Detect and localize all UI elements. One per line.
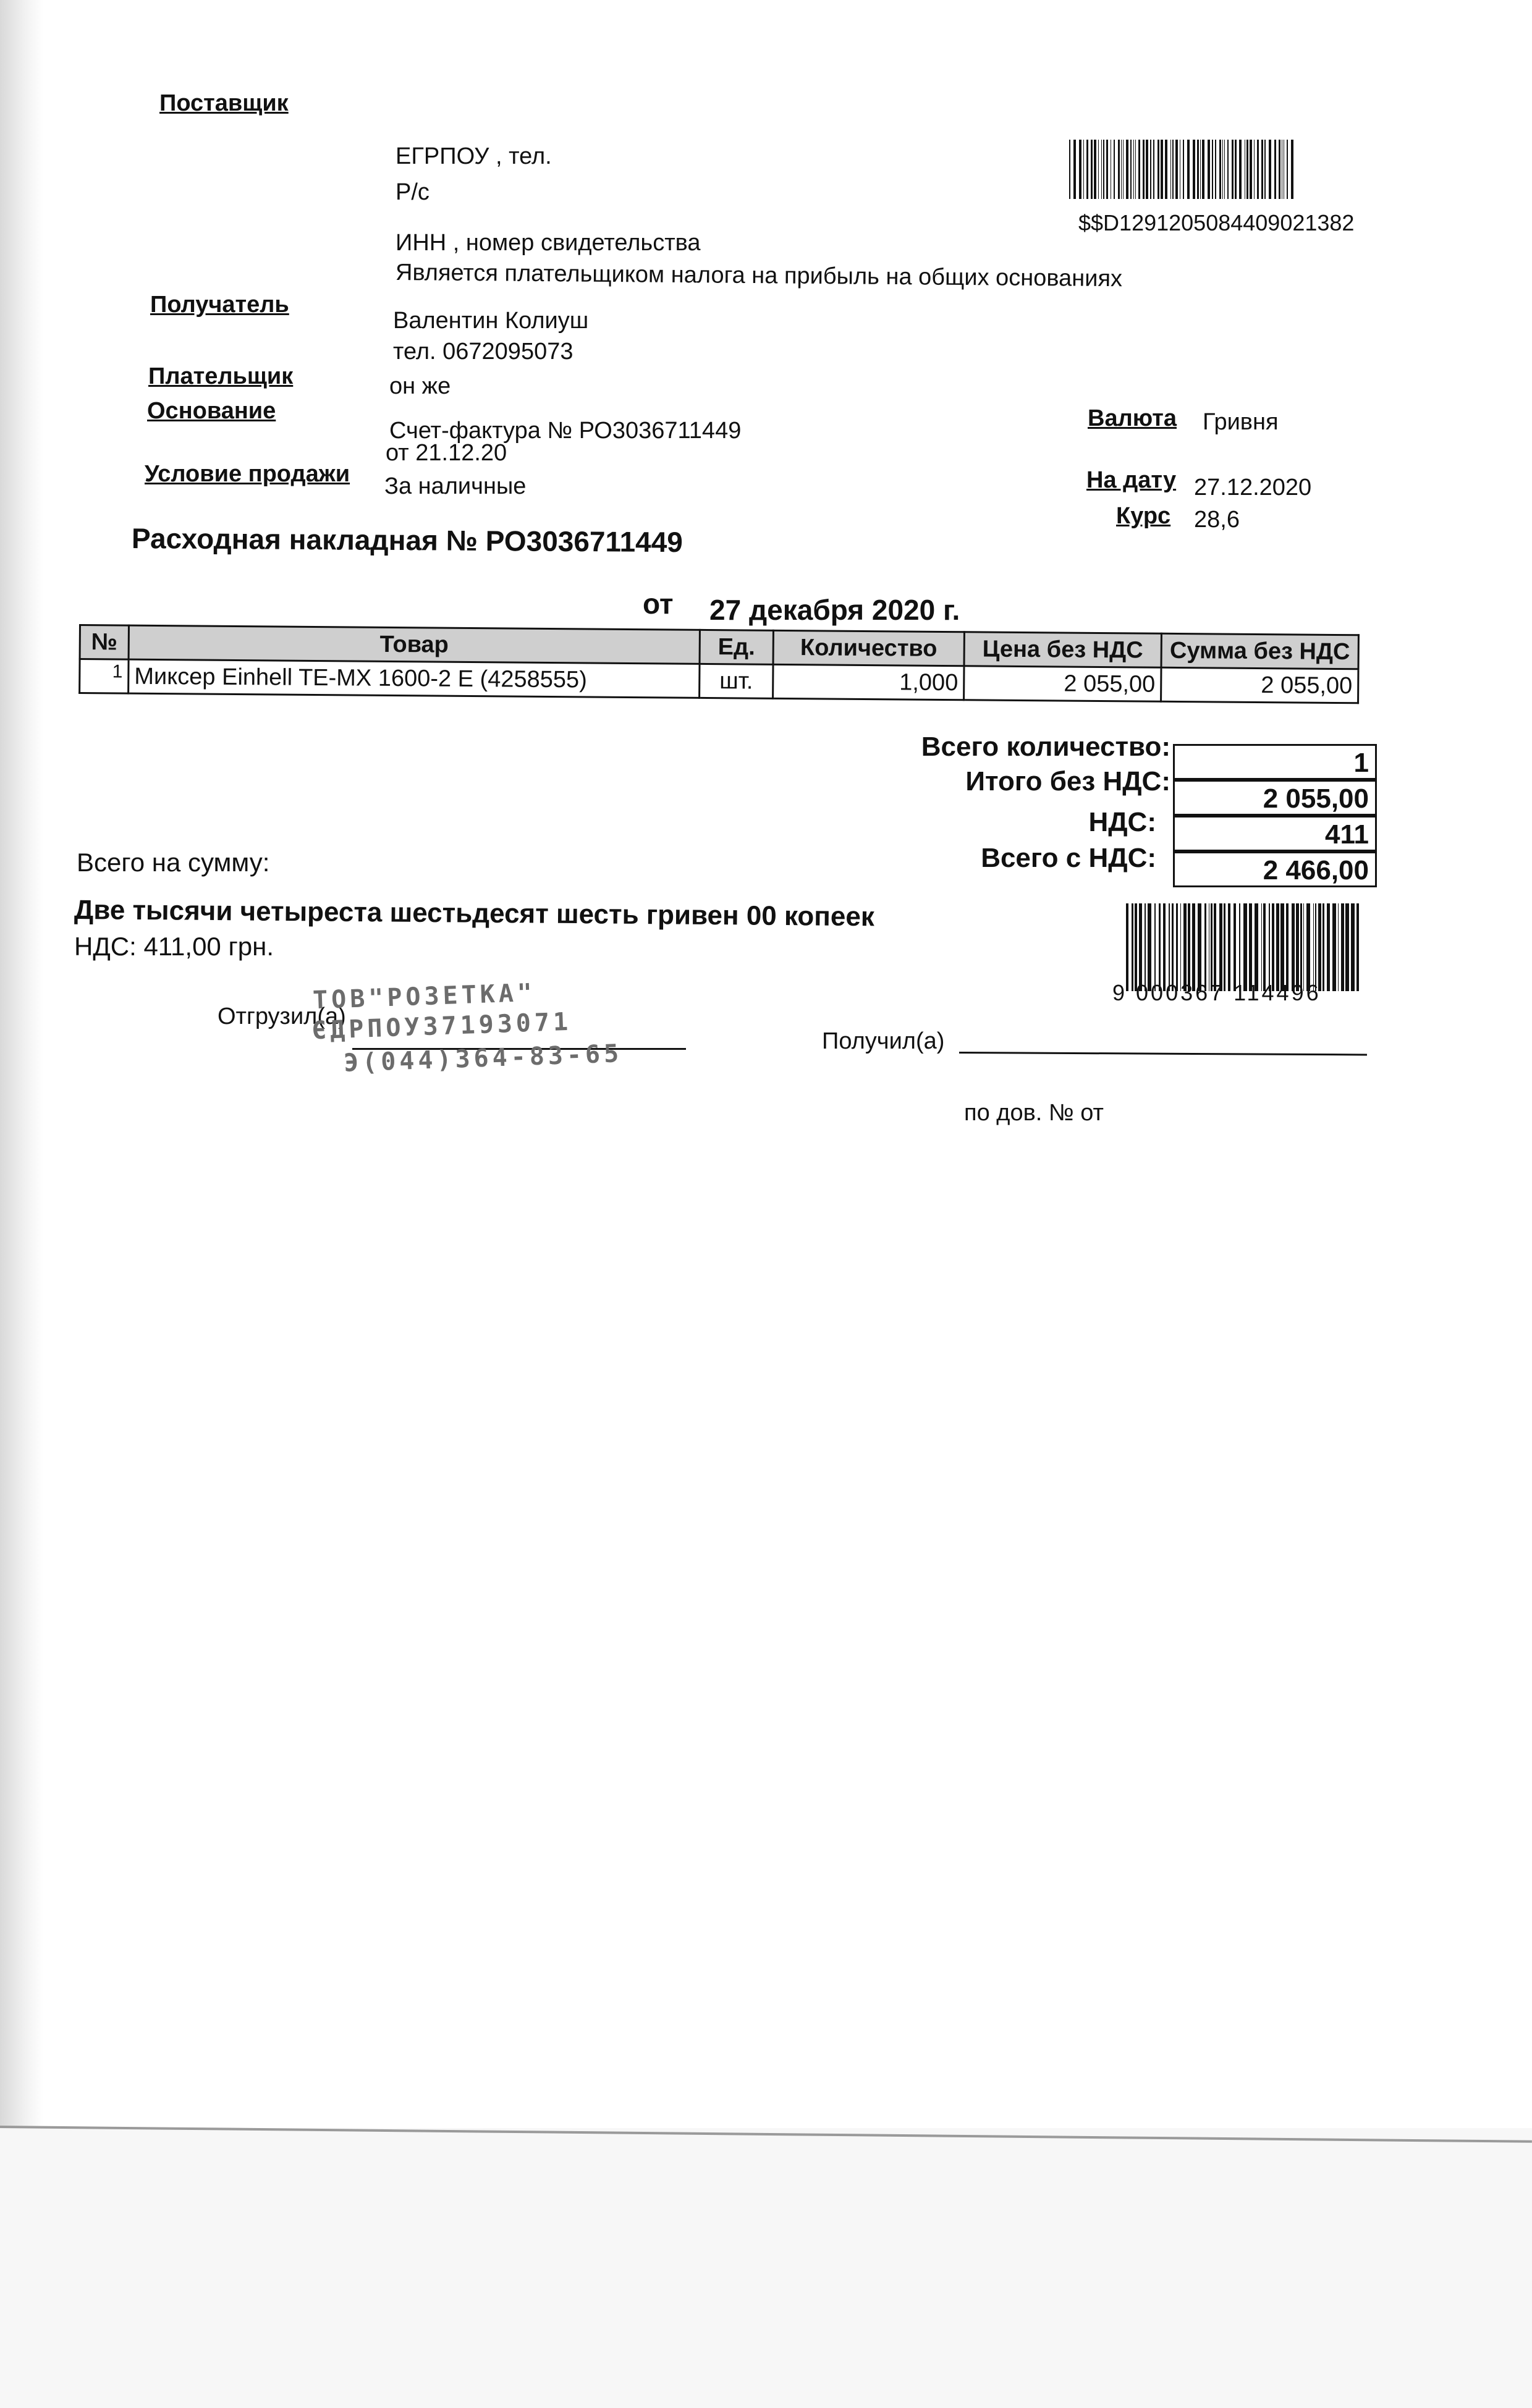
barcode-bar: [1204, 903, 1206, 991]
supplier-egrpou: ЕГРПОУ , тел.: [396, 143, 552, 169]
barcode-bar: [1202, 140, 1204, 199]
barcode-top-code: $$D1291205084409021382: [1078, 210, 1355, 235]
barcode-bar: [1157, 140, 1159, 199]
barcode-bar: [1154, 903, 1156, 991]
barcode-bar: [1341, 903, 1344, 991]
recipient-name: Валентин Колиуш: [393, 308, 589, 334]
col-number-header: №: [80, 625, 129, 660]
barcode-bar: [1118, 140, 1120, 199]
barcode-bar: [1315, 903, 1316, 991]
barcode-bar: [1069, 140, 1070, 199]
barcode-bar: [1212, 140, 1213, 199]
payer-value: он же: [389, 373, 451, 399]
barcode-bar: [1351, 903, 1355, 991]
barcode-bar: [1103, 140, 1104, 199]
barcode-bar: [1169, 903, 1170, 991]
barcode-bar: [1114, 140, 1115, 199]
barcode-bar: [1183, 903, 1187, 991]
scan-under-sheet: [0, 2128, 1532, 2408]
barcode-bar: [1269, 903, 1270, 991]
stamp-phone: Э(044)364-83-65: [343, 1039, 623, 1078]
barcode-bar: [1145, 903, 1146, 991]
barcode-bar: [1183, 140, 1184, 199]
barcode-bar: [1197, 140, 1199, 199]
barcode-bar: [1254, 140, 1255, 199]
barcode-bar: [1250, 140, 1252, 199]
barcode-bar: [1121, 140, 1122, 199]
barcode-bar: [1287, 140, 1288, 199]
supplier-inn: ИНН , номер свидетельства: [396, 230, 701, 256]
col-unit-header: Ед.: [700, 630, 773, 664]
barcode-bar: [1338, 903, 1339, 991]
barcode-bar: [1219, 140, 1221, 199]
barcode-bar: [1274, 140, 1276, 199]
row-sum: 2 055,00: [1161, 667, 1358, 703]
total-net-label: Итого без НДС:: [965, 766, 1170, 796]
stamp-egrpou: ЄДРПОУ37193071: [311, 1007, 572, 1046]
barcode-bar: [1094, 140, 1096, 199]
barcode-bar: [1123, 140, 1124, 199]
payer-label: Плательщик: [148, 363, 294, 389]
barcode-bar: [1222, 140, 1223, 199]
stamp-company: ТОВ"РОЗЕТКА": [312, 978, 536, 1015]
barcode-bar: [1332, 903, 1336, 991]
barcode-bar: [1091, 140, 1093, 199]
total-gross-label: Всего с НДС:: [981, 843, 1156, 873]
barcode-bar: [1146, 140, 1148, 199]
items-table: [78, 624, 1360, 704]
recipient-phone: тел. 0672095073: [393, 339, 573, 365]
barcode-bar: [1291, 140, 1293, 199]
barcode-bar: [1255, 903, 1258, 991]
barcode-bar: [1356, 903, 1359, 991]
row-unit: шт.: [700, 664, 773, 698]
title-date: 27 декабря 2020 г.: [709, 594, 960, 626]
barcode-bar: [1292, 903, 1295, 991]
barcode-bar: [1132, 903, 1133, 991]
total-gross-value: 2 466,00: [1173, 851, 1377, 887]
barcode-bar: [1101, 140, 1102, 199]
barcode-bar: [1138, 140, 1140, 199]
col-qty-header: Количество: [773, 630, 964, 665]
sum-words-label: Всего на сумму:: [77, 848, 270, 877]
barcode-bar: [1296, 903, 1299, 991]
col-sum-header: Сумма без НДС: [1161, 633, 1358, 669]
sale-condition-value: За наличные: [384, 473, 527, 499]
barcode-bar: [1106, 140, 1108, 199]
received-by-label: Получил(а): [822, 1028, 945, 1054]
barcode-bar: [1235, 140, 1237, 199]
supplier-account: Р/с: [396, 179, 430, 205]
barcode-bar: [1193, 140, 1195, 199]
total-vat-label: НДС:: [1088, 807, 1156, 837]
barcode-bottom-code: 9 000367 114496: [1112, 980, 1321, 1005]
on-date-value: 27.12.2020: [1194, 475, 1312, 501]
col-item-header: Товар: [129, 625, 700, 664]
supplier-tax-status: Является плательщиком налога на прибыль на общих основаниях: [395, 260, 1123, 292]
barcode-bar: [1276, 903, 1279, 991]
barcode-bar: [1261, 903, 1262, 991]
basis-date: от 21.12.20: [386, 440, 507, 466]
scan-edge-shadow: [0, 0, 43, 2408]
barcode-bar: [1345, 903, 1349, 991]
barcode-bar: [1187, 140, 1190, 199]
sum-words-vat: НДС: 411,00 грн.: [74, 932, 274, 961]
barcode-bar: [1263, 903, 1266, 991]
sum-words-text: Две тысячи четыреста шестьдесят шесть гривен 00 копеек: [74, 895, 875, 932]
barcode-bar: [1083, 140, 1084, 199]
barcode-bar: [1261, 140, 1263, 199]
barcode-bar: [1208, 140, 1210, 199]
barcode-bar: [1313, 903, 1314, 991]
barcode-bar: [1161, 140, 1163, 199]
barcode-bar: [1176, 903, 1178, 991]
supplier-label: Поставщик: [159, 90, 289, 116]
barcode-bar: [1175, 140, 1178, 199]
barcode-bar: [1133, 140, 1134, 199]
barcode-bar: [1318, 903, 1321, 991]
document-title: Расходная накладная № РО3036711449: [131, 522, 683, 559]
barcode-bar: [1198, 903, 1201, 991]
barcode-bar: [1224, 903, 1225, 991]
barcode-bar: [1323, 903, 1324, 991]
barcode-bar: [1269, 140, 1271, 199]
barcode-bar: [1327, 903, 1330, 991]
barcode-bar: [1228, 903, 1230, 991]
barcode-bar: [1172, 903, 1174, 991]
barcode-bar: [1180, 903, 1181, 991]
total-net-value: 2 055,00: [1173, 780, 1377, 816]
barcode-bar: [1300, 903, 1302, 991]
received-by-signature-line: [959, 1052, 1367, 1055]
barcode-bar: [1135, 903, 1137, 991]
total-vat-value: 411: [1173, 816, 1377, 851]
barcode-bar: [1306, 903, 1310, 991]
barcode-bar: [1163, 903, 1166, 991]
currency-value: Гривня: [1203, 409, 1279, 435]
barcode-bar: [1279, 140, 1280, 199]
barcode-bar: [1126, 140, 1128, 199]
total-qty-value: 1: [1173, 744, 1377, 780]
barcode-bar: [1098, 140, 1099, 199]
barcode-bar: [1150, 140, 1151, 199]
barcode-bar: [1153, 140, 1154, 199]
barcode-bar: [1086, 140, 1088, 199]
barcode-bar: [1139, 903, 1142, 991]
barcode-bar: [1192, 903, 1195, 991]
barcode-bar: [1239, 903, 1240, 991]
barcode-bar: [1243, 903, 1247, 991]
barcode-bar: [1249, 903, 1252, 991]
title-date-prefix: от: [643, 588, 674, 620]
barcode-bar: [1214, 903, 1216, 991]
barcode-bar: [1303, 903, 1304, 991]
barcode-bar: [1130, 140, 1132, 199]
row-number: 1: [80, 659, 129, 694]
barcode-bar: [1280, 903, 1284, 991]
shipped-by-label: Отгрузил(а): [218, 1003, 346, 1029]
row-item: Миксер Einhell TE-MX 1600-2 E (4258555): [129, 659, 700, 698]
barcode-bar: [1143, 140, 1145, 199]
barcode-bar: [1219, 903, 1222, 991]
basis-invoice: Счет-фактура № РО3036711449: [389, 418, 742, 444]
barcode-bar: [1224, 140, 1225, 199]
barcode-bar: [1188, 903, 1190, 991]
barcode-bar: [1286, 903, 1289, 991]
barcode-top: [1069, 140, 1297, 199]
row-price: 2 055,00: [964, 666, 1161, 702]
row-qty: 1,000: [773, 664, 964, 699]
basis-label: Основание: [147, 398, 276, 424]
barcode-bar: [1257, 140, 1259, 199]
barcode-bottom: [1126, 903, 1361, 991]
proxy-label: по дов. № от: [964, 1100, 1104, 1126]
total-qty-label: Всего количество:: [921, 732, 1170, 762]
recipient-label: Получатель: [150, 292, 289, 318]
currency-label: Валюта: [1088, 405, 1177, 431]
barcode-bar: [1234, 903, 1236, 991]
barcode-bar: [1159, 903, 1161, 991]
barcode-bar: [1211, 903, 1212, 991]
sale-condition-label: Условие продажи: [145, 461, 350, 487]
barcode-bar: [1170, 140, 1171, 199]
barcode-bar: [1126, 903, 1128, 991]
barcode-bar: [1232, 140, 1234, 199]
barcode-bar: [1246, 140, 1248, 199]
barcode-bar: [1200, 140, 1201, 199]
rate-label: Курс: [1116, 503, 1171, 529]
barcode-bar: [1135, 140, 1136, 199]
rate-value: 28,6: [1194, 507, 1240, 533]
barcode-bar: [1264, 140, 1266, 199]
barcode-bar: [1239, 140, 1242, 199]
barcode-bar: [1073, 140, 1076, 199]
col-price-header: Цена без НДС: [964, 632, 1161, 668]
barcode-bar: [1272, 903, 1274, 991]
barcode-bar: [1215, 140, 1216, 199]
barcode-bar: [1148, 903, 1151, 991]
barcode-bar: [1079, 140, 1081, 199]
on-date-label: На дату: [1086, 467, 1177, 493]
barcode-bar: [1172, 140, 1174, 199]
barcode-bar: [1165, 140, 1167, 199]
barcode-bar: [1227, 140, 1229, 199]
